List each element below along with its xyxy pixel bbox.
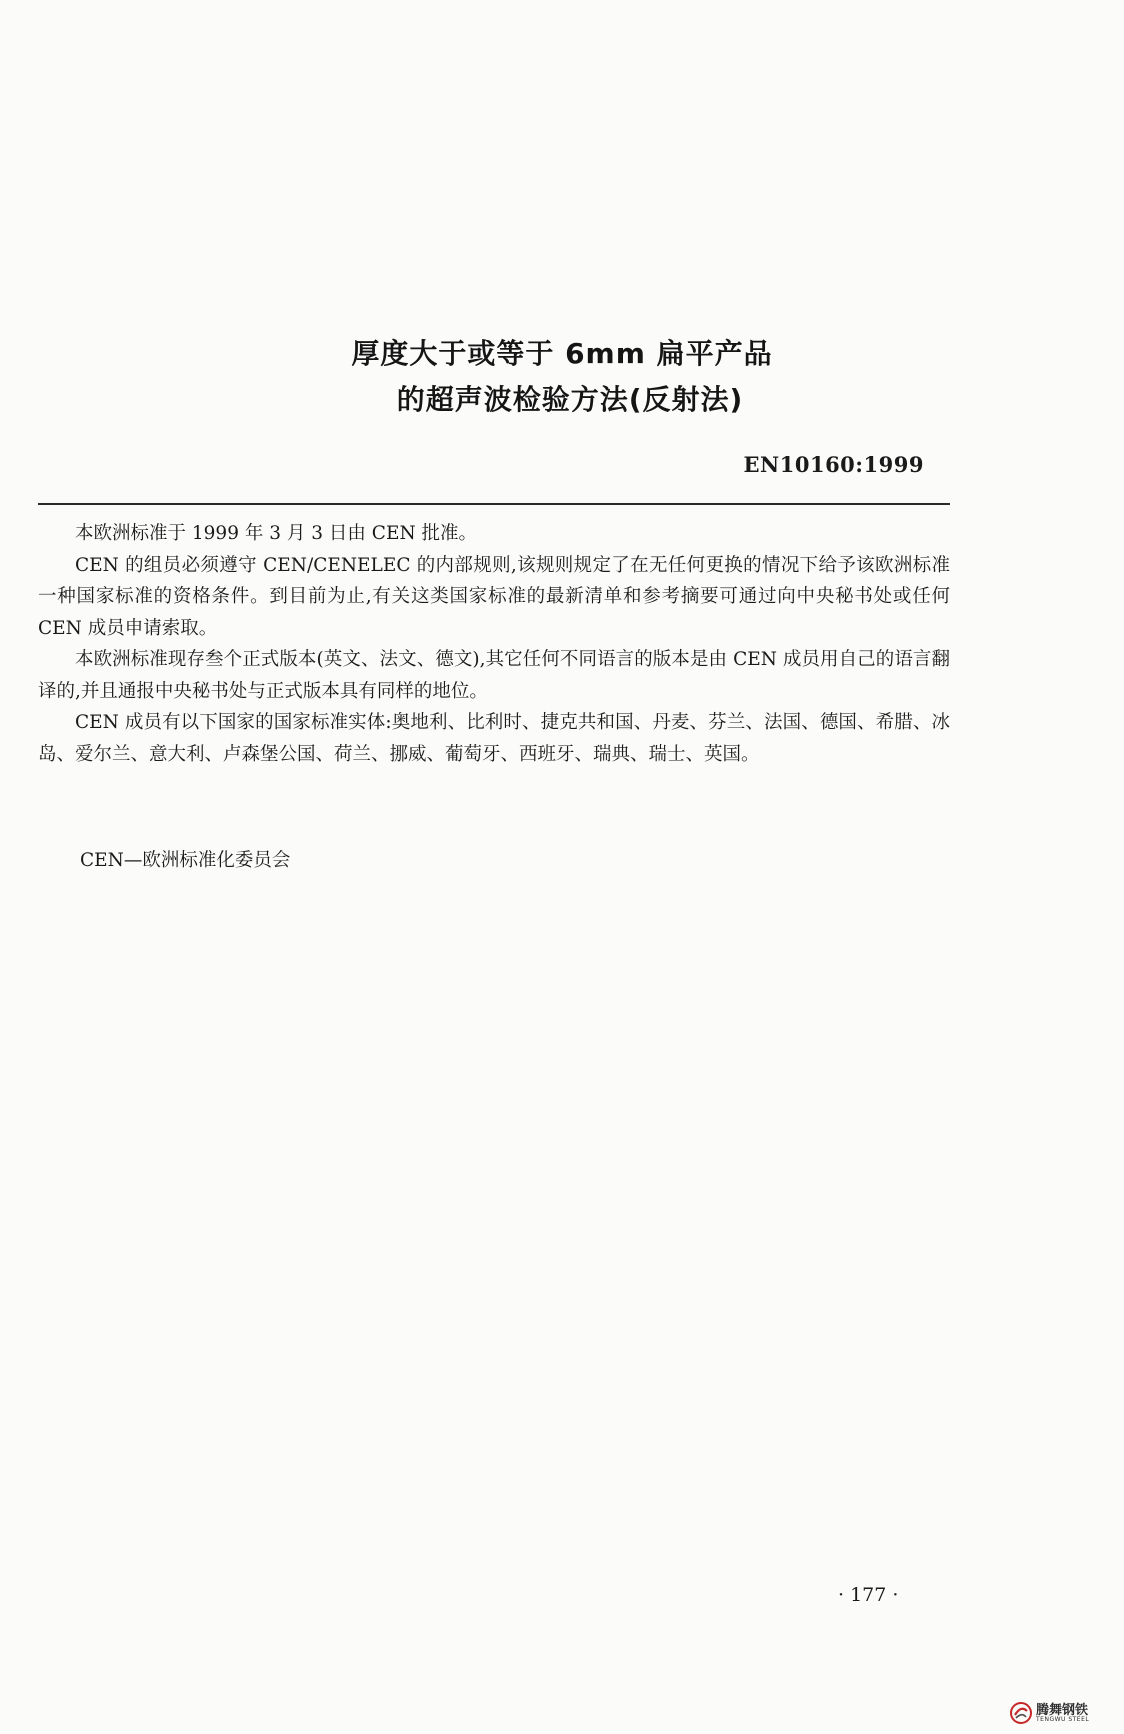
document-title-line-1: 厚度大于或等于 6mm 扁平产品 xyxy=(351,337,773,370)
header-divider xyxy=(38,503,950,505)
paragraph: CEN 成员有以下国家的国家标准实体:奥地利、比利时、捷克共和国、丹麦、芬兰、法国、德国、希腊、冰岛、爱尔兰、意大利、卢森堡公国、荷兰、挪威、葡萄牙、西班牙、瑞典、瑞士、英国。 xyxy=(38,712,950,765)
tengwu-logo-icon xyxy=(1010,1702,1032,1724)
watermark-logo xyxy=(1010,1702,1089,1724)
organization-name: CEN—欧洲标准化委员会 xyxy=(80,850,291,871)
logo-name-cn: 腾舞钢铁 xyxy=(1036,1702,1089,1718)
document-body xyxy=(38,518,950,770)
paragraph: 本欧洲标准于 1999 年 3 月 3 日由 CEN 批准。 xyxy=(75,523,478,544)
page-number: · 177 · xyxy=(838,1584,899,1606)
logo-text xyxy=(1036,1704,1089,1723)
logo-name-en: TENGWU STEEL xyxy=(1036,1715,1090,1723)
paragraph: 本欧洲标准现存叁个正式版本(英文、法文、德文),其它任何不同语言的版本是由 CEN 成员用自己的语言翻译的,并且通报中央秘书处与正式版本具有同样的地位。 xyxy=(38,649,950,702)
document-title-line-2: 的超声波检验方法(反射法) xyxy=(396,383,744,416)
standard-code: EN10160:1999 xyxy=(743,452,924,477)
paragraph: CEN 的组员必须遵守 CEN/CENELEC 的内部规则,该规则规定了在无任何更换的情况下给予该欧洲标准一种国家标准的资格条件。到目前为止,有关这类国家标准的最新清单和参考摘要可通过向中央秘书处或任何 CEN 成员申请索取。 xyxy=(38,554,950,639)
